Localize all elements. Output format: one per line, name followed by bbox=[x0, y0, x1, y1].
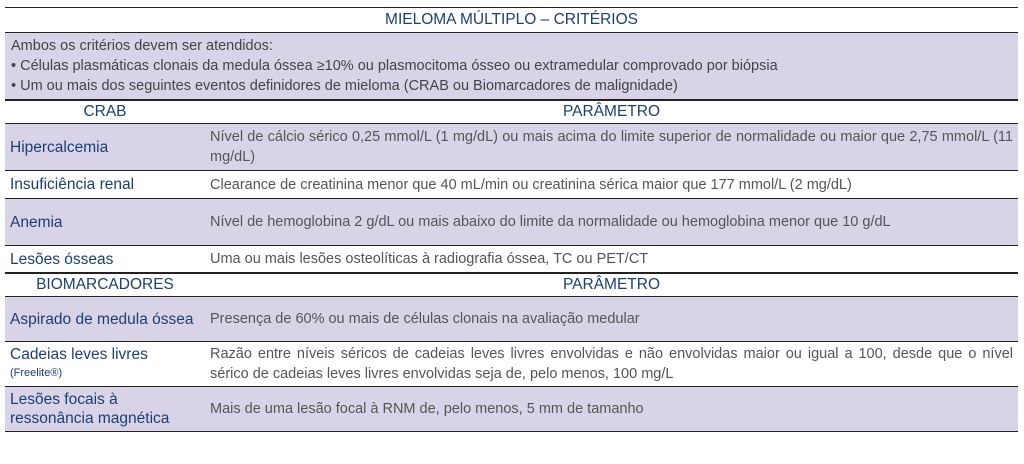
criteria-table bbox=[5, 7, 1018, 432]
row-label: Anemia bbox=[10, 213, 63, 231]
intro-line: • Células plasmáticas clonais da medula óssea ≥10% ou plasmocitoma ósseo ou extramedular comprovado por biópsia bbox=[11, 58, 778, 74]
row-text: Uma ou mais lesões osteolíticas à radiografia óssea, TC ou PET/CT bbox=[210, 251, 649, 267]
table-row bbox=[5, 124, 1018, 171]
table-row bbox=[5, 297, 1018, 342]
row-label-sub: (Freelite®) bbox=[10, 367, 63, 379]
intro-line: Ambos os critérios devem ser atendidos: bbox=[11, 38, 273, 54]
row-label: Aspirado de medula óssea bbox=[10, 310, 194, 328]
bio-header-row bbox=[5, 274, 1018, 297]
row-label: Hipercalcemia bbox=[10, 138, 109, 156]
bio-header: BIOMARCADORES bbox=[36, 276, 174, 293]
table-title: MIELOMA MÚLTIPLO – CRITÉRIOS bbox=[5, 7, 1018, 33]
table-row bbox=[5, 171, 1018, 199]
row-text: Nível de cálcio sérico 0,25 mmol/L (1 mg/dL) ou mais acima do limite superior de normalidade ou maior que 2,75 mmol/L (11 mg/dL) bbox=[210, 129, 1013, 165]
param-header: PARÂMETRO bbox=[562, 103, 661, 120]
row-label: Insuficiência renal bbox=[10, 176, 135, 193]
row-label-main: Cadeias leves livres bbox=[10, 346, 148, 363]
row-text: Nível de hemoglobina 2 g/dL ou mais abaixo do limite da normalidade ou hemoglobina menor que 10 g/dL bbox=[210, 214, 891, 230]
table-row bbox=[5, 342, 1018, 387]
table-row bbox=[5, 387, 1018, 432]
param-header: PARÂMETRO bbox=[562, 276, 661, 293]
row-text: Mais de uma lesão focal à RNM de, pelo menos, 5 mm de tamanho bbox=[210, 401, 644, 417]
row-label: Lesões ósseas bbox=[10, 250, 114, 268]
row-label bbox=[5, 345, 205, 383]
row-text: Razão entre níveis séricos de cadeias leves livres envolvidas e não envolvidas maior ou igual a 100, desde que o nível sérico de cadeias leves livres envolvidas seja de, pelo menos, 100 mg/L bbox=[210, 346, 1013, 382]
crab-header-row bbox=[5, 101, 1018, 124]
row-label: Lesões focais à ressonância magnética bbox=[10, 391, 170, 427]
row-text: Presença de 60% ou mais de células clonais na avaliação medular bbox=[210, 311, 640, 327]
table-row bbox=[5, 199, 1018, 246]
intro-block bbox=[5, 33, 1018, 101]
crab-header: CRAB bbox=[83, 103, 127, 120]
row-text: Clearance de creatinina menor que 40 mL/min ou creatinina sérica maior que 177 mmol/L (2 mg/dL) bbox=[210, 176, 852, 193]
table-row bbox=[5, 246, 1018, 274]
intro-line: • Um ou mais dos seguintes eventos definidores de mieloma (CRAB ou Biomarcadores de malignidade) bbox=[11, 78, 678, 94]
